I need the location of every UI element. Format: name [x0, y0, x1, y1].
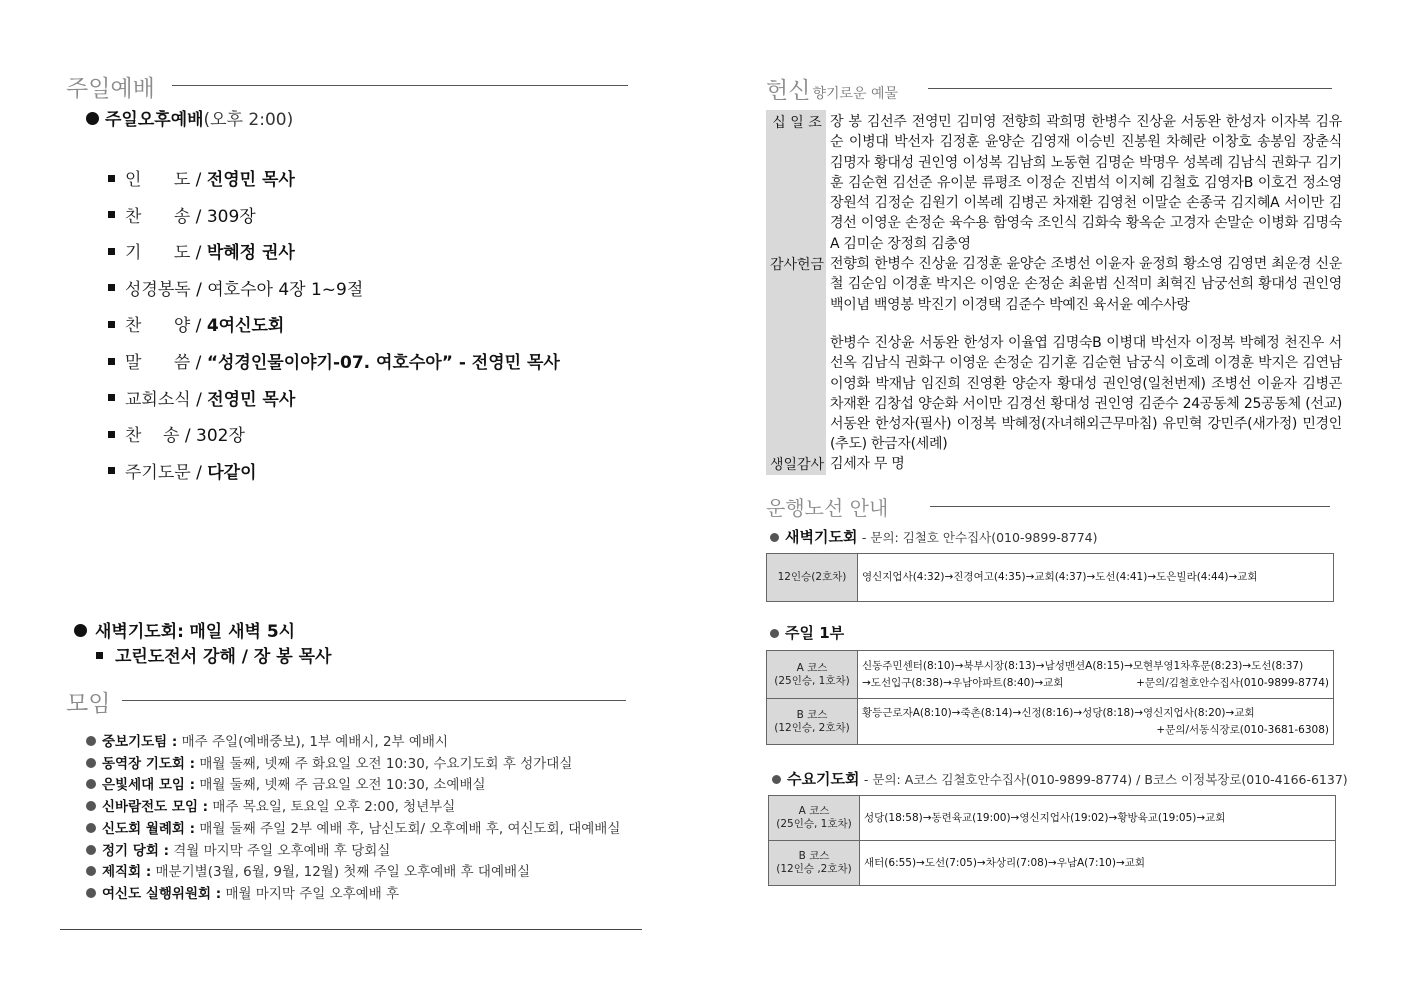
meeting-item — [86, 839, 390, 859]
tithe-names: 장 봉 김선주 전영민 김미영 전향희 곽희명 한병수 진상윤 서동완 한성자 이자복 김유순 이병대 박선자 김정훈 윤양순 김영재 이승빈 진봉원 차혜란 이창호 송봉임 장춘식 김명자 황대성 권인영 이성복 김남희 노동현 김명순 박명우 성복례 김남식 권화구 김기훈 김순현 김선준 유이분 류평조 이정순 진범석 이지혜 김철호 김영자B 이호건 정소영 장원석 김정순 김원기 이복례 김병곤 차재환 김영천 이말순 손종국 김지혜A 서이만 김경선 이영운 손정순 육수용 함영숙 조인식 김화숙 황옥순 고경자 손말순 이병화 김명숙A 김미순 장정희 김충영 — [830, 114, 1342, 252]
order-item-label: 찬 송 — [125, 426, 180, 447]
order-item-separator: / — [190, 353, 207, 373]
sunday-route-table — [766, 650, 1334, 745]
order-item — [108, 311, 284, 336]
meeting-description: 매주 목요일, 토요일 오후 2:00, 청년부실 — [212, 799, 456, 816]
wednesday-route-heading — [772, 768, 1348, 789]
meetings-title-rule — [122, 700, 626, 701]
meeting-item — [86, 773, 486, 793]
wednesday-route-contact: - 문의: A코스 김철호안수집사(010-9899-8774) / B코스 이정복장로(010-4166-6137) — [863, 772, 1348, 787]
square-bullet-icon — [108, 284, 115, 291]
dawn-prayer-time: 매일 새벽 5시 — [189, 622, 296, 642]
square-bullet-icon — [108, 394, 115, 401]
order-item-label: 성경봉독 — [125, 279, 191, 300]
sunday-route-dot-icon — [770, 629, 779, 638]
birthday-names: 김세자 무 명 — [830, 456, 905, 472]
wednesday-route-dot-icon — [772, 775, 781, 784]
route-path-text: 황등근로자A(8:10)→죽촌(8:14)→신정(8:16)→성당(8:18)→영신지업사(8:20)→교회 — [862, 706, 1255, 719]
order-item-value: 전영민 목사 — [207, 389, 296, 410]
square-bullet-icon — [108, 321, 115, 328]
wednesday-route-table — [768, 795, 1336, 886]
dawn-prayer-heading — [74, 617, 295, 642]
offering-table — [766, 110, 1342, 475]
dawn-bullet-icon — [74, 624, 87, 637]
left-footer-rule — [60, 929, 642, 930]
offering-subtitle: 향기로운 예물 — [812, 86, 899, 102]
meeting-name: 은빛세대 모임 : — [102, 777, 196, 794]
meeting-name: 여신도 실행위원회 : — [102, 885, 222, 902]
birthday-label: 생일감사 — [769, 457, 825, 473]
square-bullet-icon — [96, 652, 103, 659]
order-item — [108, 202, 256, 227]
order-item — [108, 385, 295, 410]
meeting-item — [86, 817, 620, 837]
offering-title-rule — [928, 88, 1332, 89]
order-item — [108, 348, 560, 373]
worship-title-rule — [172, 85, 628, 86]
meeting-description: 매월 둘째, 넷째 주 화요일 오전 10:30, 수요기도회 후 성가대실 — [199, 755, 573, 772]
order-item-value: 302장 — [196, 426, 245, 447]
meeting-bullet-icon — [86, 736, 96, 746]
order-item-label: 찬 양 — [125, 316, 191, 337]
square-bullet-icon — [108, 175, 115, 182]
order-item-label: 교회소식 — [125, 389, 191, 410]
route-contact-text: +문의/김철호안수집사(010-9899-8774) — [1136, 676, 1329, 689]
square-bullet-icon — [108, 211, 115, 218]
order-item-value: 309장 — [206, 206, 256, 227]
sunday-route-name: 주일 1부 — [785, 624, 845, 642]
order-item-separator: / — [179, 426, 197, 447]
square-bullet-icon — [108, 248, 115, 255]
order-item-label: 인 도 — [125, 170, 191, 190]
order-item-label: 기 도 — [125, 243, 191, 264]
route-contact-text: +문의/서동식장로(010-3681-6308) — [1156, 723, 1329, 736]
route-row — [767, 554, 1334, 602]
order-item-value: “성경인물이야기-07. 여호수아” - 전영민 목사 — [206, 353, 560, 373]
meeting-description: 매월 둘째, 넷째 주 금요일 오전 10:30, 소예배실 — [199, 777, 486, 794]
order-item-value: 다같이 — [207, 462, 257, 483]
route-bus-cell: 12인승(2호차) — [767, 554, 858, 602]
route-row — [769, 841, 1336, 886]
dawn-route-name: 새벽기도회 — [785, 528, 858, 546]
meeting-bullet-icon — [86, 758, 96, 768]
bus-title-rule — [930, 506, 1330, 507]
order-item-label: 찬 송 — [125, 206, 191, 227]
order-item-separator: / — [190, 243, 207, 264]
route-path-cell — [858, 651, 1334, 699]
sunday-route-heading — [770, 622, 844, 643]
route-bus-cell: A 코스 (25인승, 1호차) — [767, 651, 858, 699]
meeting-description: 격월 마지막 주일 오후예배 후 당회실 — [173, 842, 391, 859]
route-path-cell: 성당(18:58)→동련육교(19:00)→영신지업사(19:02)→황방육교(19:05)→교회 — [860, 796, 1336, 841]
order-item-separator: / — [190, 206, 207, 227]
order-item-value: 박혜정 권사 — [206, 243, 295, 264]
service-heading — [86, 105, 293, 130]
route-path-text: 신동주민센터(8:10)→북부시장(8:13)→남성맨션A(8:15)→모현부영1차후문(8:23)→도선(8:37) →도선입구(8:38)→우남아파트(8:40)→교회 — [862, 659, 1304, 689]
order-item-separator: / — [190, 279, 208, 300]
service-time: (오후 2:00) — [203, 110, 294, 130]
meeting-item — [86, 860, 530, 880]
order-item — [108, 421, 245, 446]
thanks-names: 전향희 한병수 진상윤 김정훈 윤양순 조병선 이윤자 윤정희 황소영 김영면 최운경 신운철 김순임 이경훈 박지은 이영운 손정순 최윤범 신적미 최혁진 남궁선희 황대성 권인영 백이념 백영봉 박진기 이경택 김준수 박예진 육서윤 예수사랑 — [830, 256, 1342, 313]
meetings-section-title: 모임 — [66, 691, 111, 717]
offering-label-column — [766, 110, 826, 475]
meeting-name: 신바람전도 모임 : — [102, 799, 209, 816]
thanks-label: 감사헌금 — [769, 257, 825, 273]
bus-section-title: 운행노선 안내 — [766, 496, 889, 520]
order-item-separator: / — [190, 170, 207, 190]
service-name: 주일오후예배 — [105, 110, 204, 130]
order-item-label: 말 씀 — [125, 353, 191, 373]
meeting-bullet-icon — [86, 888, 96, 898]
tithe-label: 십 일 조 — [772, 115, 822, 131]
meeting-bullet-icon — [86, 801, 96, 811]
route-path-cell — [858, 699, 1334, 745]
order-item — [108, 275, 363, 300]
order-item-value: 전영민 목사 — [206, 170, 295, 190]
dawn-prayer-sermon: 고린도전서 강해 / 장 봉 목사 — [115, 647, 332, 667]
meeting-name: 정기 당회 : — [102, 842, 169, 859]
meeting-bullet-icon — [86, 823, 96, 833]
dawn-route-dot-icon — [770, 533, 779, 542]
dawn-route-table — [766, 553, 1334, 602]
square-bullet-icon — [108, 431, 115, 438]
dawn-prayer-label: 새벽기도회: — [95, 622, 184, 642]
order-item-label: 주기도문 — [125, 462, 191, 483]
meeting-bullet-icon — [86, 866, 96, 876]
order-item-separator: / — [190, 389, 208, 410]
dawn-route-heading — [770, 526, 1097, 547]
route-bus-cell: B 코스 (12인승 ,2호차) — [769, 841, 860, 886]
order-item-value: 4여신도회 — [206, 316, 285, 337]
offering-section-title — [766, 72, 898, 105]
service-bullet-icon — [86, 112, 99, 125]
order-item — [108, 165, 295, 190]
meeting-item — [86, 795, 455, 815]
meeting-description: 매주 주일(예배중보), 1부 예배시, 2부 예배시 — [181, 734, 449, 750]
route-row — [767, 699, 1334, 745]
route-row — [767, 651, 1334, 699]
route-row — [769, 796, 1336, 841]
meeting-description: 매월 마지막 주일 오후예배 후 — [225, 885, 400, 902]
meeting-item — [86, 882, 399, 902]
order-item-separator: / — [190, 316, 207, 337]
meeting-name: 신도회 월례회 : — [102, 820, 196, 837]
meeting-item — [86, 752, 572, 772]
route-path-cell: 영신지업사(4:32)→진경여고(4:35)→교회(4:37)→도선(4:41)→도은빌라(4:44)→교회 — [858, 554, 1334, 602]
meeting-item — [86, 730, 448, 750]
order-item — [108, 458, 257, 483]
order-item-value: 여호수아 4장 1~9절 — [207, 279, 364, 300]
dawn-route-contact: - 문의: 김철호 안수집사(010-9899-8774) — [861, 530, 1098, 545]
meeting-name: 동역장 기도회 : — [102, 755, 196, 772]
route-bus-cell: B 코스 (12인승, 2호차) — [767, 699, 858, 745]
thanks-names-extra: 한병수 진상윤 서동완 한성자 이율엽 김명숙B 이병대 박선자 이정복 박혜정 천진우 서선옥 김남식 권화구 이영운 손정순 김기훈 김순현 남궁식 이호례 이경훈 박지은 김연남 이영화 박재남 임진희 진영환 양순자 황대성 권인영(일천번제) 조병선 이윤자 김병곤 차재환 김창섭 양순화 서이만 김경선 황대성 권인영 김준수 24공동체 25공동체 (선교) 서동완 한성자(필사) 이정복 박혜정(자녀해외근무마침) 유민혁 강민주(새가정) 민경인(추도) 한금자(세례) — [830, 335, 1342, 453]
meeting-description: 매월 둘째 주일 2부 예배 후, 남신도회/ 오후예배 후, 여신도회, 대예배실 — [199, 820, 621, 837]
meeting-bullet-icon — [86, 779, 96, 789]
square-bullet-icon — [108, 467, 115, 474]
worship-section-title: 주일예배 — [66, 76, 155, 102]
dawn-prayer-sub — [96, 642, 331, 667]
route-bus-cell: A 코스 (25인승, 1호차) — [769, 796, 860, 841]
meeting-name: 제직회 : — [102, 864, 152, 881]
wednesday-route-name: 수요기도회 — [787, 770, 860, 788]
offering-title: 헌신 — [766, 78, 811, 104]
meeting-bullet-icon — [86, 845, 96, 855]
order-item — [108, 238, 295, 263]
meeting-name: 중보기도팀 : — [102, 734, 178, 750]
meeting-description: 매분기별(3월, 6월, 9월, 12월) 첫째 주일 오후예배 후 대예배실 — [155, 864, 531, 881]
route-path-cell: 새터(6:55)→도선(7:05)→차상리(7:08)→우남A(7:10)→교회 — [860, 841, 1336, 886]
order-item-separator: / — [190, 462, 208, 483]
square-bullet-icon — [108, 358, 115, 365]
